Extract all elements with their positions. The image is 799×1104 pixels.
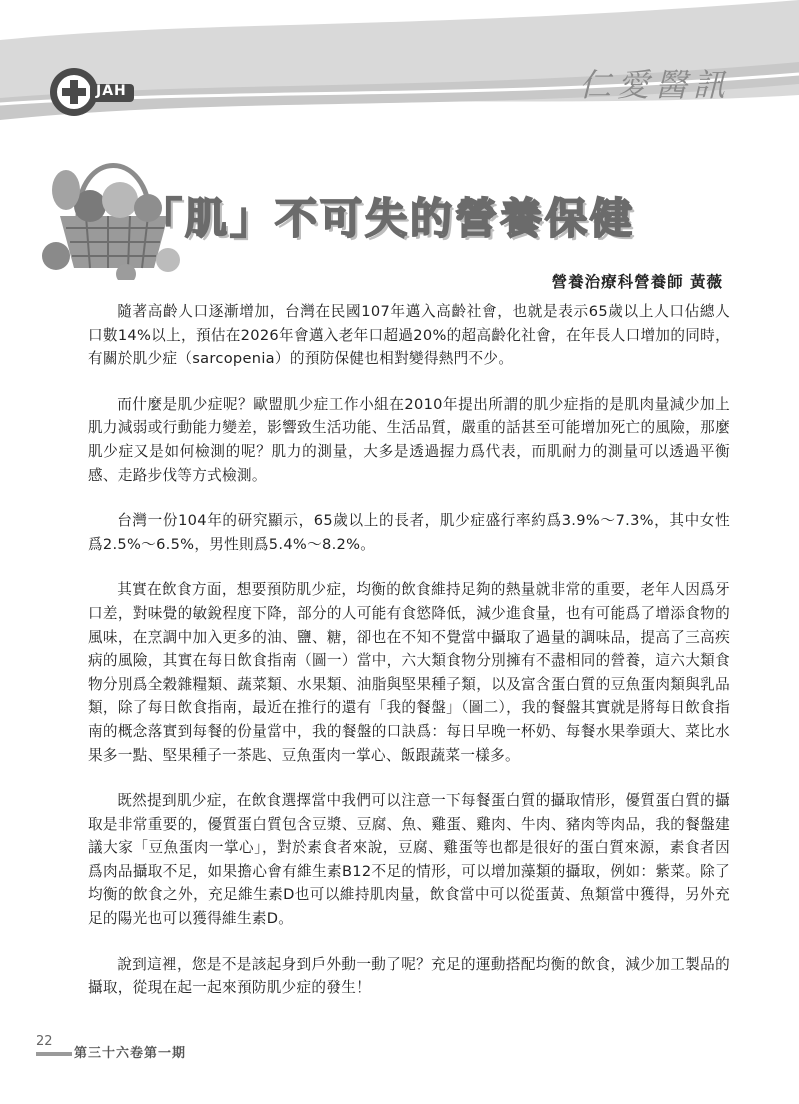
article-paragraph: 既然提到肌少症，在飲食選擇當中我們可以注意一下每餐蛋白質的攝取情形，優質蛋白質的攝取是非常重要的，優質蛋白質包含豆漿、豆腐、魚、雞蛋、雞肉、牛肉、豬肉等肉品，我的餐盤建議大家「豆魚蛋肉一掌心」，對於素食者來說，豆腐、雞蛋等也都是很好的蛋白質來源，素食者因爲肉品攝取不足，如果擔心會有維生素B12不足的情形，可以增加藻類的攝取，例如：紫菜。除了均衡的飲食之外，充足維生素D也可以維持肌肉量，飲食當中可以從蛋黃、魚類當中獲得，另外充足的陽光也可以獲得維生素D。 [88, 792, 730, 928]
article-paragraph: 台灣一份104年的研究顯示，65歲以上的長者，肌少症盛行率約爲3.9%～7.3%，其中女性爲2.5%～6.5%，男性則爲5.4%～8.2%。 [88, 512, 730, 553]
article-body [88, 300, 730, 1022]
article-paragraph: 其實在飲食方面，想要預防肌少症，均衡的飲食維持足夠的熱量就非常的重要，老年人因爲牙口差，對味覺的敏銳程度下降，部分的人可能有食慾降低，減少進食量，也有可能爲了增添食物的風味，在烹調中加入更多的油、鹽、糖，卻也在不知不覺當中攝取了過量的調味品，提高了三高疾病的風險，其實在每日飲食指南（圖一）當中，六大類食物分別擁有不盡相同的營養，這六大類食物分別爲全穀雜糧類、蔬菜類、水果類、油脂與堅果種子類，以及富含蛋白質的豆魚蛋肉類與乳品類，除了每日飲食指南，最近在推行的還有「我的餐盤」（圖二），我的餐盤其實就是將每日飲食指南的概念落實到每餐的份量當中，我的餐盤的口訣爲：每日早晚一杯奶、每餐水果拳頭大、菜比水果多一點、堅果種子一茶匙、豆魚蛋肉一掌心、飯跟蔬菜一樣多。 [88, 581, 730, 764]
page-number: 22 [36, 1034, 53, 1049]
footer-divider [36, 1052, 72, 1056]
article-paragraph: 而什麼是肌少症呢？歐盟肌少症工作小組在2010年提出所謂的肌少症指的是肌肉量減少加上肌力減弱或行動能力變差，影響致生活功能、生活品質，嚴重的話甚至可能增加死亡的風險，那麼肌少症又是如何檢測的呢？肌力的測量，大多是透過握力爲代表，而肌耐力的測量可以透過平衡感、走路步伐等方式檢測。 [88, 395, 730, 484]
hospital-logo [46, 62, 138, 122]
logo-text: JAH [96, 83, 127, 99]
magazine-name: 仁愛醫訊 [578, 66, 731, 104]
issue-label: 第三十六卷第一期 [74, 1046, 187, 1061]
article-title: 「肌」不可失的營養保健 [140, 194, 636, 243]
article-paragraph: 隨著高齡人口逐漸增加，台灣在民國107年邁入高齡社會，也就是表示65歲以上人口佔總人口數14%以上，預估在2026年會邁入老年口超過20%的超高齡化社會，在年長人口增加的同時，有關於肌少症（sarcopenia）的預防保健也相對變得熱門不少。 [88, 303, 730, 368]
article-paragraph: 說到這裡，您是不是該起身到戶外動一動了呢？充足的運動搭配均衡的飲食，減少加工製品的攝取，從現在起一起來預防肌少症的發生！ [88, 955, 730, 997]
article-author: 營養治療科營養師 黃薇 [551, 273, 723, 291]
